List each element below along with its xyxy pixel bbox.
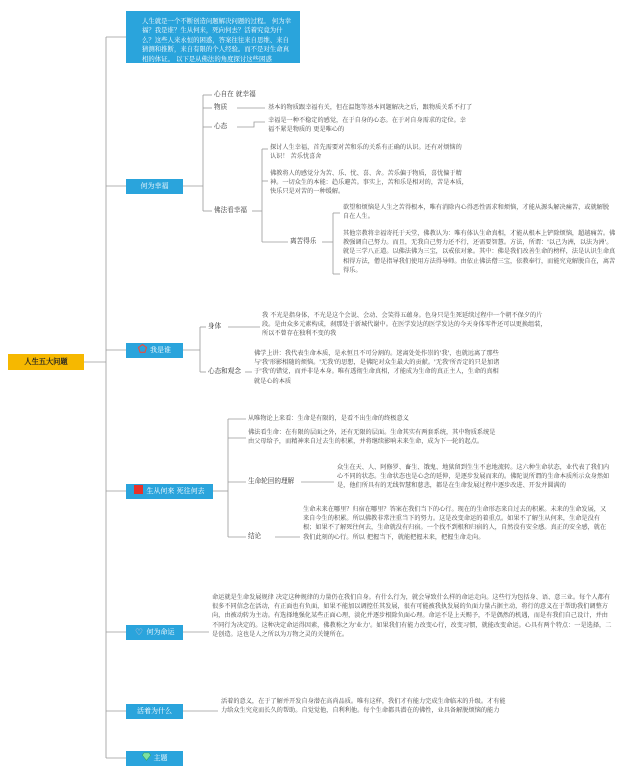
- text-fate: 命运就是生命发展规律 决定这种规律的力量仍在我们自身。有什么行为，就会导致什么样的命运走向。这些行为包括身、语、意三业。每个人都有很多不同信念在活动，有正面也有负面，如果不能加以调控任其发展，很有可能被我执发展的负面力量占据主动，将行的意义在于帮助我们调整方向，由被动转为主动。有选择地强化某些正面心理，淡化并逐步根除负面心理。命运不是上天赐予，不是偶然的机遇，而是有我们自己设计，并由不同行为决定的。这种决定命运得因素，佛教称之为'业力'。如果我们有能力改变心行，改变习惯，就能改变命运。心具有两个特点：一是选择，二是创造。这也是人之所以为万物之灵的关键所在。: [212, 594, 612, 638]
- label-fofa: 佛法看幸福: [214, 206, 247, 214]
- text-xin: 佛学上讲：我代表生命本质，是永恒且不可分割的。迷离处处作崇的'我'，也就远离了那些与'我'形影相随的烦恼。'无我'的思想，是佛陀对众生最大的贡献。'无我'所否定的只是加诸于'我'的错觉，而并非是本身。唯有透彻生命真相，才能成为生命的真正主人，生命的真相 就是心的本质: [254, 350, 500, 385]
- topic-purpose[interactable]: [126, 704, 183, 719]
- topic-who-label: 我是谁: [150, 346, 171, 354]
- label-jielun: 结论: [248, 532, 262, 540]
- topic-theme[interactable]: [126, 751, 183, 766]
- topic-who[interactable]: [126, 343, 183, 358]
- intro-node[interactable]: 人生就是一个不断创造问题解决问题的过程。 何为幸福？我是谁？生从何来，死向何去？活着究竟为什么？这些人来永恒的困惑，答案往往来自思维、来自猜测和推断，来自有限的个人经验。而不是对生命真相的体证。 以下是从佛法的角度探讨这些困惑: [126, 11, 300, 63]
- topic-fate-label: 何为命运: [146, 628, 175, 636]
- red-square-icon: [134, 485, 143, 494]
- pentagon-icon: [138, 344, 147, 353]
- text-life-2: 佛法看生命：在有限的层面之外，还有无限的层面。生命其实有两套系统，其中物质系统是由父母给予，而精神来自过去生的积累，并将继续影响未来生命，成为下一轮的起点。: [248, 429, 496, 446]
- topic-happiness-label: 何为幸福: [140, 182, 169, 190]
- heart-icon: ♡: [134, 628, 144, 638]
- text-fofa-2: 佛教将人的感觉分为苦、乐、忧、喜、舍。苦乐偏于物质，喜忧偏于精神。一切众生的本能：趋乐避苦。事实上，苦和乐是相对的，苦是本质，快乐只是对苦的一种缓解。: [270, 170, 468, 196]
- text-xintai: 幸福是一种不稳定的感觉，在于自身的心态。在于对自身需求的定位。幸福不紧是物质的 更是唯心的: [268, 117, 466, 134]
- text-fofa-1: 探讨人生幸福，首先需要对苦和乐的关系有正确的认识。还有对烦恼的认识！ 苦乐忧喜舍: [270, 144, 462, 161]
- label-wuzhi: 物质: [214, 103, 228, 111]
- topic-fate[interactable]: [126, 625, 183, 640]
- text-life-1: 从唯物论上来看：生命是有限的，是看不出生命的终极意义: [248, 415, 409, 422]
- diamond-icon: [142, 752, 151, 761]
- root-node[interactable]: 人生五大问题: [8, 354, 84, 370]
- text-lideku-2: 其他宗教将幸福寄托于天堂，佛教认为：唯有体认生命真相，才能从根本上铲除烦恼，超越痛苦。佛教强调自己努力。而且，无我自己努力还不行，还需要智慧。方法，所谓：'以己为洲，以法为洲'。就是三学八正道。以佛法佛为三宝，以戒依对象。其中：佛是我们改善生命的榜样，法是认识生命真相得方法，僧是指导我们使用方法得导师。由依止佛法僧三宝，依教奉行，而能究竟解脱自在，离苦得乐。: [343, 230, 616, 274]
- text-lideku-1: 欲望和烦恼是人生之苦得根本，唯有消除内心得恶性需求和烦恼，才能从源头解决痛苦，或就解脱自在人生。: [343, 204, 610, 221]
- label-lunhui: 生命轮回的理解: [248, 477, 295, 485]
- label-xintai: 心态: [214, 122, 228, 130]
- topic-theme-label: 主题: [153, 754, 168, 762]
- topic-happiness[interactable]: [126, 179, 183, 194]
- text-wuzhi: 基本的物质跟幸福有关，但在温饱等基本问题解决之后，跟物质关系不打了: [268, 104, 473, 111]
- text-purpose: 活着的意义，在于了解并开发自身潜在高尚品质。唯有这样，我们才有能力完成生命临末的升级。才有能力给众生究竟而长久的帮助。自觉觉他，自利利他。每个生命都具潜在的佛性，业具备解脱烦恼的能力: [221, 698, 506, 715]
- topic-purpose-label: 活着为什么: [137, 707, 172, 715]
- text-jielun: 生命未来在哪里？归宿在哪里？答案在我们当下的心行。现在的生命形态来自过去的积累。未来的生命发展，又来自今生的积累。所以佛教非常注重当下的努力。这是改变命运的着重点。如果不了解生从何来，生命是没有根；如果不了解死往何去，生命就没有归宿。一个找不到根和归宿的人，自然没有安全感。真正的安全感，就在我们此刻的心行。所以 把握当下，就能把握未来，把握生命走向。: [303, 506, 607, 541]
- happiness-lead: 心自在 就幸福: [214, 90, 256, 98]
- label-lideku: 离苦得乐: [290, 237, 317, 245]
- text-shen: 我 不光是指身体，不光是这个会说、会动、会笑得五蕴身。色身只是生死延续过程中一个朝不保夕的片段。是由众多元素构成，刹那处于新城代谢中。在医学发达的医学发达的今天身体零件还可以更换组装，所以不曾存在独利不变的我: [262, 312, 547, 338]
- label-xin: 心态和观念: [208, 367, 241, 375]
- topic-life-label: 生从何来 死往何去: [146, 487, 205, 495]
- text-lunhui: 众生在天、人、阿修罗、畜生、饿鬼、地狱留到生生不息地流转。这六种生命状态，业代表了我们内心不同的状态。生命状态也是心念的延伸，是逐步发展而来的。佛陀说所谓的生命本质所示众身然如是，他们所具有的无线智慧和慈悲，都是在生命发展过程中逐步改进、开发并圆满的: [337, 464, 610, 490]
- label-shen: 身体: [208, 322, 222, 330]
- topic-life[interactable]: [126, 484, 213, 499]
